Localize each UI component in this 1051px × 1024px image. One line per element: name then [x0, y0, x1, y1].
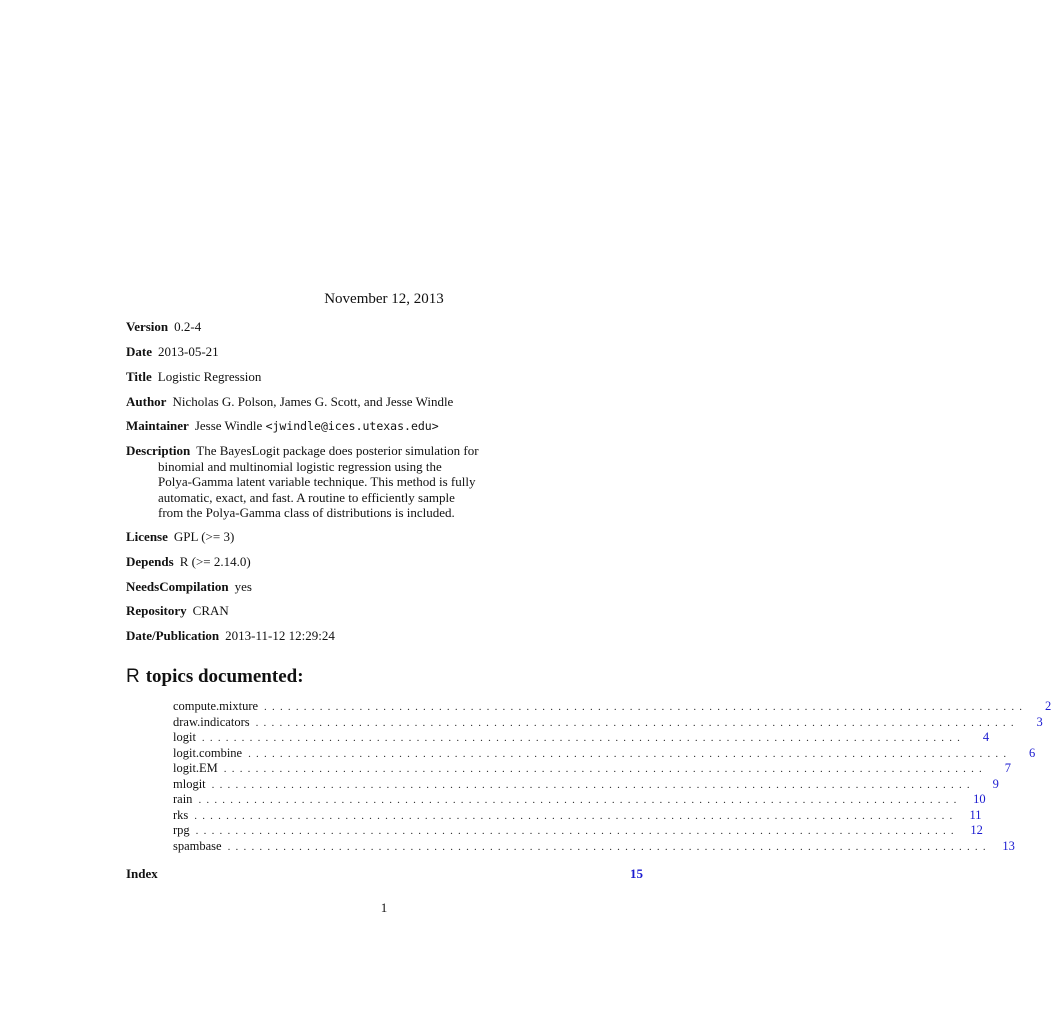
field-value: 2013-11-12 12:29:24: [225, 628, 335, 643]
field-label: NeedsCompilation: [126, 579, 229, 594]
field-value: yes: [234, 579, 252, 594]
field-needs-compilation: [126, 579, 252, 595]
toc-entry[interactable]: [173, 776, 999, 793]
toc-leader-dots: ................................................................................................: [198, 794, 962, 806]
field-value: R (>= 2.14.0): [179, 554, 251, 569]
field-value: GPL (>= 3): [173, 529, 235, 544]
field-label: Author: [126, 394, 167, 409]
toc-entry-page-link[interactable]: 11: [969, 807, 982, 822]
field-license: [126, 529, 234, 545]
toc-entry-name: rain: [173, 792, 193, 806]
field-label: Repository: [126, 603, 187, 618]
field-label: Depends: [126, 554, 174, 569]
toc-entry-page-link[interactable]: 12: [970, 823, 983, 837]
toc-entry-name: mlogit: [173, 776, 206, 791]
toc-entry-page-link[interactable]: 6: [1029, 745, 1036, 760]
field-label: Date: [126, 344, 152, 359]
maintainer-email[interactable]: <jwindle@ices.utexas.edu>: [265, 419, 439, 433]
field-value: 2013-05-21: [158, 344, 219, 359]
toc-entry[interactable]: [173, 823, 983, 839]
toc-entry[interactable]: [173, 699, 1051, 715]
description-line: binomial and multinomial logistic regression using the: [158, 458, 442, 474]
toc-entry-page-link[interactable]: 10: [973, 792, 986, 806]
toc-entry[interactable]: [173, 761, 1011, 777]
field-description: [126, 443, 486, 521]
toc-entry-name: logit: [173, 730, 196, 744]
toc-entry[interactable]: [173, 714, 1043, 731]
toc-leader-dots: ................................................................................................: [211, 778, 975, 791]
field-label: Maintainer: [126, 418, 189, 433]
toc-entry[interactable]: [173, 838, 1015, 855]
toc-entry-page-link[interactable]: 3: [1036, 714, 1043, 729]
toc-entry-page-link[interactable]: 7: [1004, 761, 1011, 775]
field-date: [126, 344, 219, 360]
field-value: CRAN: [192, 603, 229, 618]
toc-entry[interactable]: [173, 792, 986, 808]
field-label: Description: [126, 443, 191, 458]
index-label: Index: [126, 866, 158, 881]
toc-entry-page-link[interactable]: 4: [982, 730, 990, 744]
field-maintainer: [126, 418, 439, 435]
field-label: Title: [126, 369, 152, 384]
page-number: 1: [380, 900, 388, 915]
toc-entry-name: draw.indicators: [173, 714, 250, 729]
toc-entry[interactable]: [173, 745, 1036, 762]
field-value: Logistic Regression: [157, 369, 262, 384]
toc-leader-dots: ................................................................................................: [201, 732, 966, 744]
section-heading: [126, 666, 304, 688]
maintainer-name: Jesse Windle: [194, 418, 263, 433]
toc-leader-dots: ................................................................................................: [255, 716, 1019, 729]
index-entry[interactable]: [126, 866, 643, 882]
toc-entry-name: rks: [173, 807, 189, 822]
description-line: automatic, exact, and fast. A routine to efficiently sample: [158, 489, 455, 505]
field-label: Version: [126, 319, 169, 334]
r-logo-letter: R: [126, 666, 140, 687]
toc-entry-name: spambase: [173, 838, 222, 853]
toc-entry-page-link[interactable]: 2: [1045, 699, 1051, 713]
toc-leader-dots: ................................................................................................: [223, 763, 987, 775]
description-first-line: [126, 443, 486, 459]
description-line: The BayesLogit package does posterior simulation for: [196, 443, 479, 458]
toc-entry[interactable]: [173, 807, 982, 824]
toc-leader-dots: ................................................................................................: [227, 840, 991, 853]
field-depends: [126, 554, 251, 570]
field-date-publication: [126, 628, 335, 644]
topics-list: [173, 699, 1051, 854]
toc-leader-dots: ................................................................................................: [248, 747, 1012, 760]
toc-leader-dots: ................................................................................................: [194, 809, 958, 822]
description-line: Polya-Gamma latent variable technique. This method is fully: [158, 474, 476, 489]
description-line: from the Polya-Gamma class of distributions is included.: [158, 505, 455, 520]
field-value: 0.2-4: [174, 319, 202, 334]
field-version: [126, 319, 201, 335]
field-repository: [126, 603, 229, 619]
field-title: [126, 369, 261, 385]
field-author: [126, 394, 453, 410]
toc-entry-page-link[interactable]: 9: [992, 776, 999, 791]
toc-leader-dots: ................................................................................................: [264, 701, 1028, 713]
toc-entry[interactable]: [173, 730, 990, 746]
toc-entry-name: logit.combine: [173, 745, 243, 760]
field-label: Date/Publication: [126, 628, 220, 643]
toc-entry-name: logit.EM: [173, 761, 218, 775]
index-page-link[interactable]: 15: [630, 866, 643, 881]
toc-entry-name: rpg: [173, 823, 190, 837]
toc-entry-name: compute.mixture: [173, 699, 259, 713]
field-label: License: [126, 529, 168, 544]
field-value: Nicholas G. Polson, James G. Scott, and Jesse Windle: [172, 394, 454, 409]
document-date: November 12, 2013: [324, 291, 444, 307]
toc-leader-dots: ................................................................................................: [195, 825, 959, 837]
toc-entry-page-link[interactable]: 13: [1002, 838, 1015, 853]
section-heading-text: topics documented:: [145, 666, 304, 687]
